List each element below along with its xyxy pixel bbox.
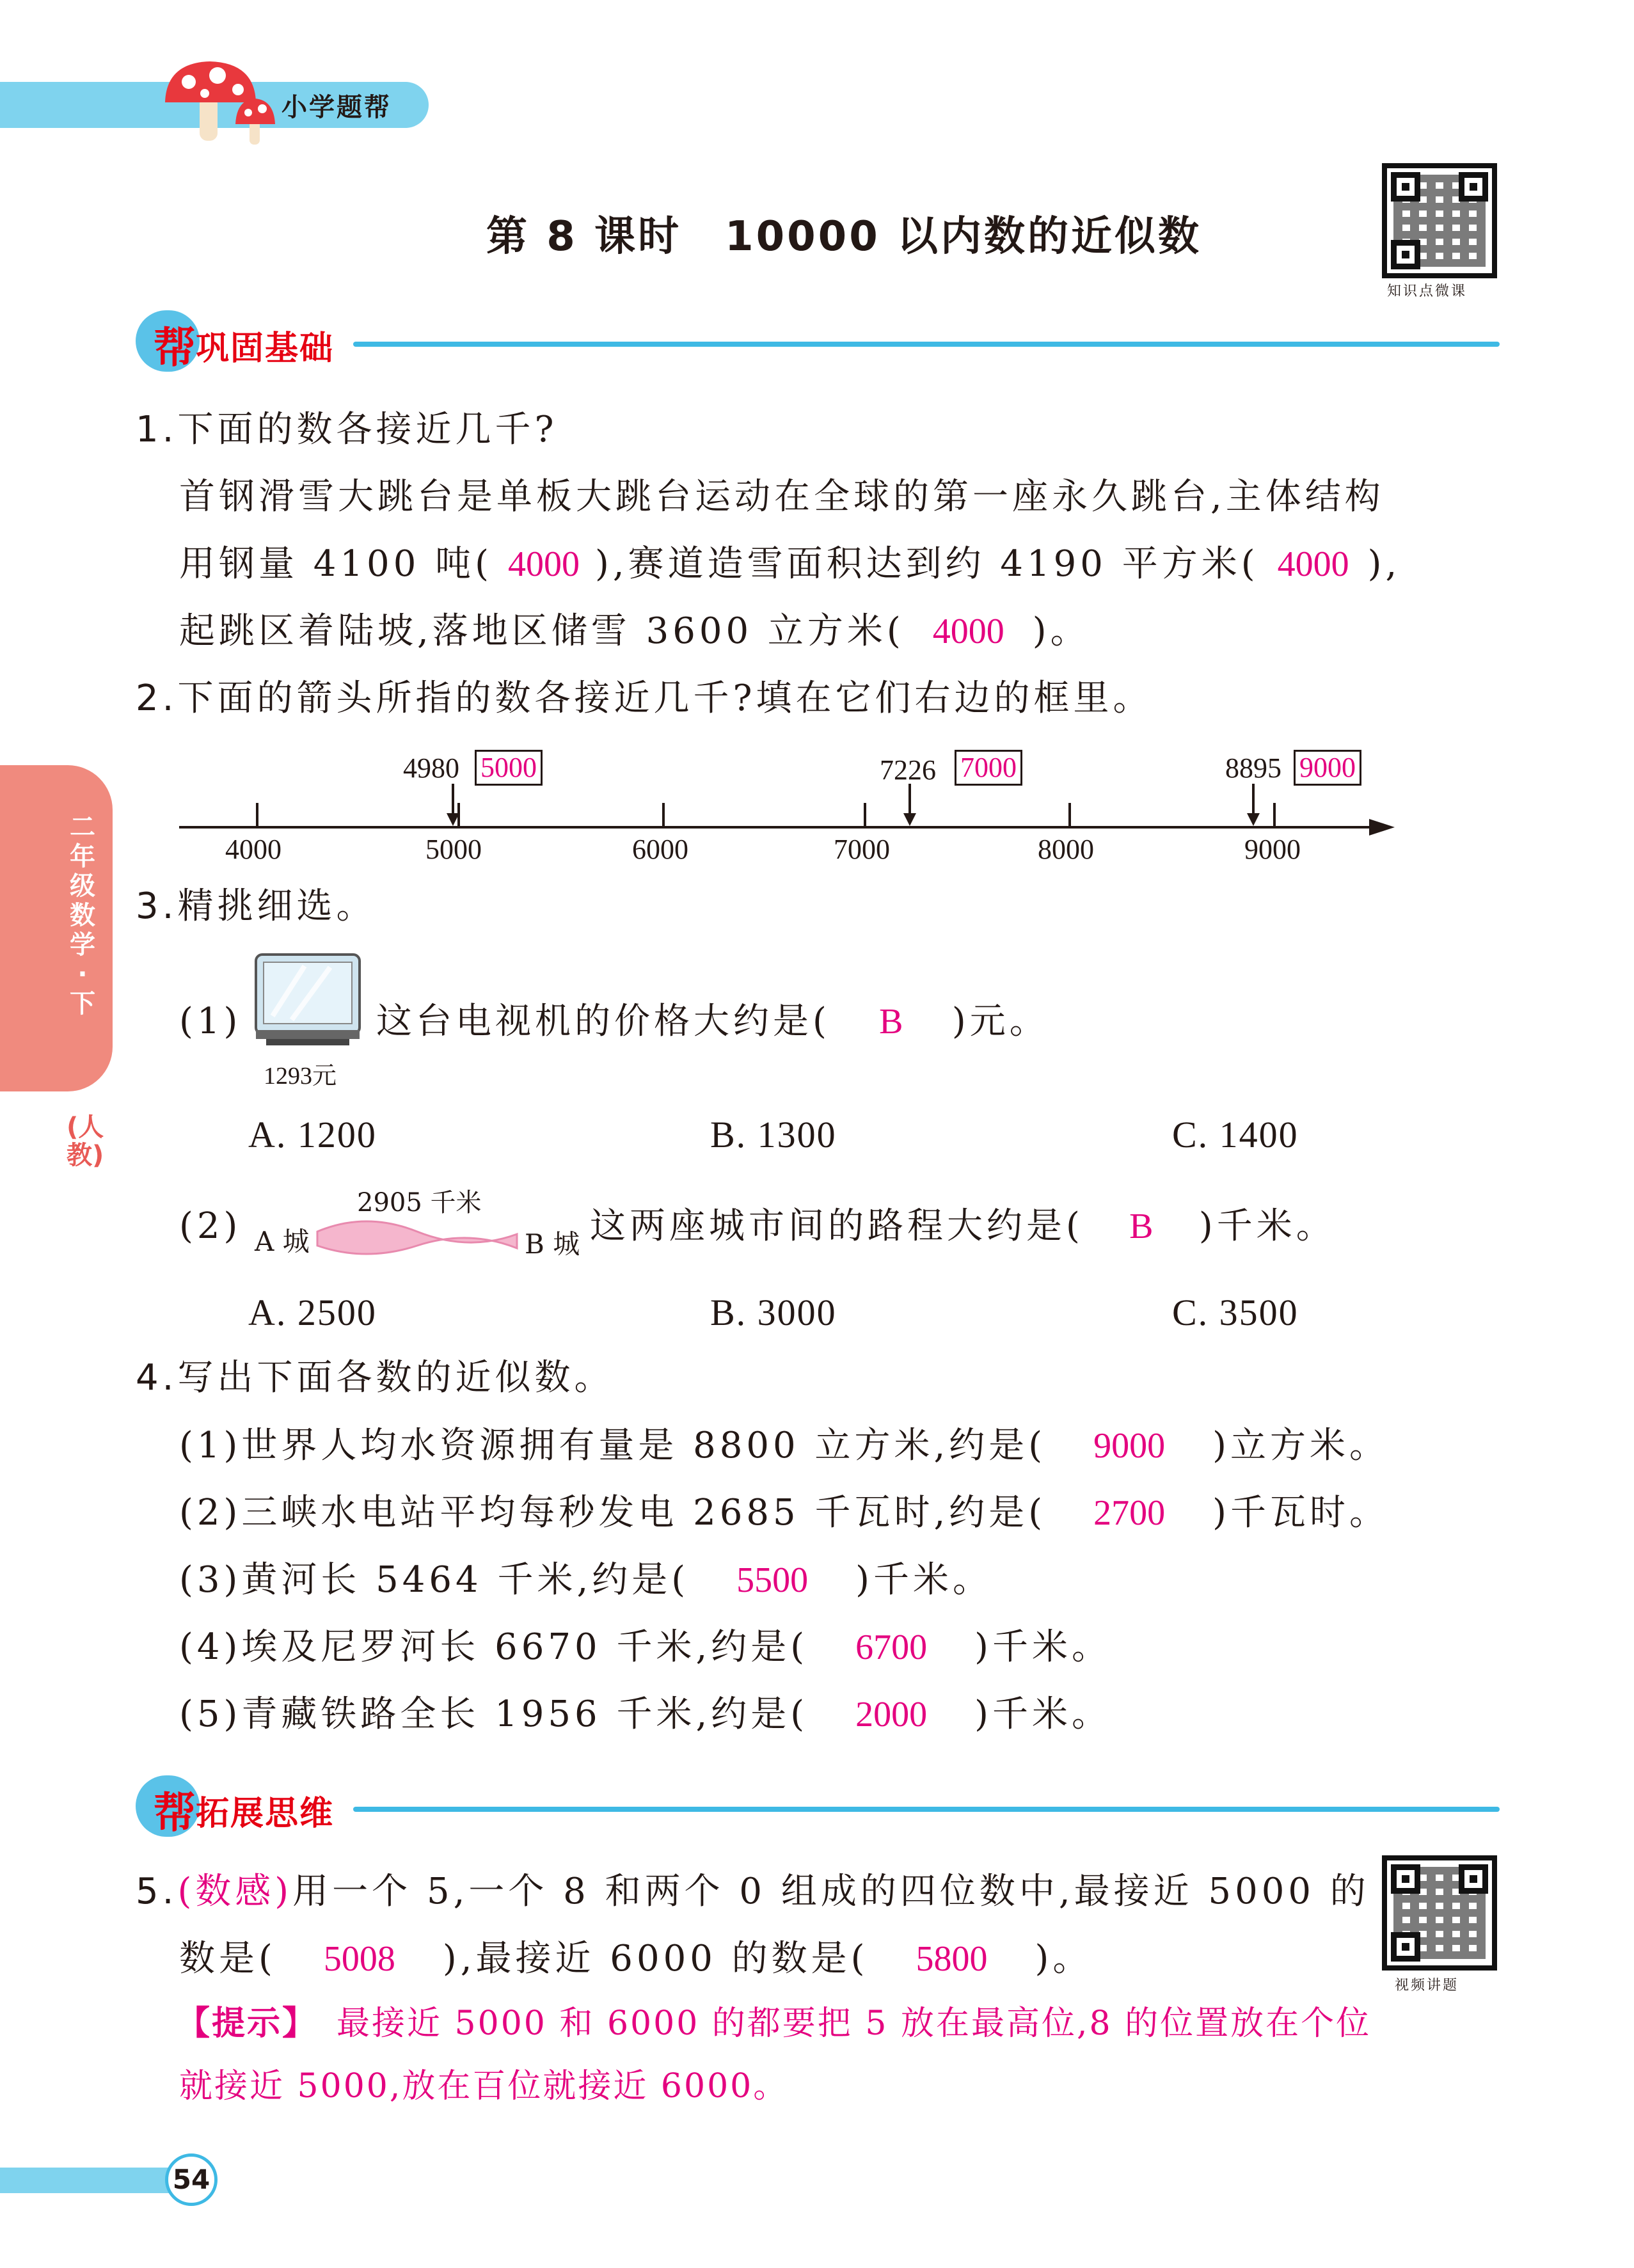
section-title: 拓展思维 [196, 1795, 335, 1833]
section-bang: 帮 [154, 323, 196, 372]
section-bang: 帮 [154, 1788, 196, 1837]
tv-icon [253, 952, 362, 1051]
road-icon [315, 1212, 520, 1257]
tick-label: 6000 [632, 834, 688, 865]
tick-label: 8000 [1038, 834, 1094, 865]
question-4-item: (4)埃及尼罗河长 6670 千米,约是( 6700 )千米。 [179, 1626, 1111, 1668]
down-arrow-icon [445, 784, 461, 826]
option-c: C. 3500 [1172, 1292, 1299, 1333]
question-tag: (数感) [177, 1871, 293, 1912]
question-3-prompt: 3.精挑细选。 [136, 885, 376, 927]
tv-price-label: 1293元 [264, 1063, 337, 1090]
tick-label: 9000 [1244, 834, 1301, 865]
question-1-prompt: 1.下面的数各接近几千? [136, 409, 558, 450]
section-divider [353, 342, 1500, 347]
answer-blank: 5800 [916, 1939, 988, 1979]
answer-blank: 9000 [1093, 1426, 1166, 1466]
hint: 【提示】 最接近 5000 和 6000 的都要把 5 放在最高位,8 的位置放在个位 [177, 2004, 1372, 2043]
tick-mark [1273, 803, 1276, 827]
qr-code-icon[interactable] [1382, 1855, 1497, 1971]
tick-label: 5000 [425, 834, 482, 865]
qr-caption: 视频讲题 [1395, 1978, 1459, 1994]
answer-blank: 4000 [507, 544, 580, 584]
number-line [179, 826, 1376, 829]
page-number: 54 [165, 2153, 218, 2206]
arrow-value: 7226 [880, 754, 936, 786]
hint-line: 就接近 5000,放在百位就接近 6000。 [179, 2067, 789, 2105]
answer-blank: 2000 [855, 1695, 928, 1734]
question-5-line: 数是( 5008 ),最接近 6000 的数是( 5800 )。 [179, 1938, 1093, 1979]
question-4-item: (3)黄河长 5464 千米,约是( 5500 )千米。 [179, 1559, 992, 1601]
answer-box: 7000 [955, 750, 1022, 786]
option-a: A. 2500 [248, 1292, 377, 1333]
question-5-line: 5.(数感)用一个 5,一个 8 和两个 0 组成的四位数中,最接近 5000 的 [136, 1871, 1370, 1912]
side-tab-grade: 二年级数学·下 [70, 813, 95, 1019]
footer-bar [0, 2168, 192, 2193]
question-number: 4. [136, 1357, 178, 1399]
arrow-value: 4980 [403, 752, 459, 784]
answer-blank: 6700 [855, 1628, 928, 1667]
tick-mark [864, 803, 866, 827]
question-1-line: 用钢量 4100 吨( 4000 ),赛道造雪面积达到约 4190 平方米( 4000 ), [179, 543, 1401, 585]
question-2-prompt: 2.下面的箭头所指的数各接近几千?填在它们右边的框里。 [136, 678, 1153, 719]
question-number: 5. [136, 1871, 178, 1912]
mushroom-logo-icon [160, 58, 282, 147]
side-tab-edition: (人教) [67, 1113, 104, 1170]
question-3-1-text: 这台电视机的价格大约是( B )元。 [376, 1001, 1049, 1042]
question-4-prompt: 4.写出下面各数的近似数。 [136, 1357, 614, 1399]
city-b-label: B 城 [525, 1228, 580, 1260]
qr-code-icon[interactable] [1382, 163, 1497, 278]
question-3-2-text: 这两座城市间的路程大约是( B )千米。 [590, 1205, 1336, 1247]
section-divider [353, 1807, 1500, 1812]
question-4-item: (2)三峡水电站平均每秒发电 2685 千瓦时,约是( 2700 )千瓦时。 [179, 1492, 1389, 1534]
sub-label: (2) [179, 1205, 242, 1247]
qr-caption: 知识点微课 [1387, 283, 1468, 299]
answer-blank: 5008 [323, 1939, 395, 1979]
city-a-label: A 城 [255, 1226, 310, 1257]
arrowhead-icon [1369, 819, 1395, 836]
tick-mark [1068, 803, 1071, 827]
question-1-line: 首钢滑雪大跳台是单板大跳台运动在全球的第一座永久跳台,主体结构 [179, 476, 1384, 518]
option-c: C. 1400 [1172, 1114, 1299, 1155]
answer-box: 9000 [1294, 750, 1361, 786]
distance-label: 2905 千米 [357, 1188, 482, 1217]
down-arrow-icon [1246, 784, 1261, 826]
question-1-line: 起跳区着陆坡,落地区储雪 3600 立方米( 4000 )。 [179, 610, 1090, 652]
arrow-value: 8895 [1225, 752, 1281, 784]
page-title: 第 8 课时 10000 以内数的近似数 [486, 213, 1202, 260]
question-number: 2. [136, 678, 178, 719]
tick-label: 4000 [225, 834, 282, 865]
tick-mark [662, 803, 665, 827]
option-a: A. 1200 [248, 1114, 377, 1155]
option-b: B. 1300 [710, 1114, 837, 1155]
question-number: 1. [136, 409, 178, 450]
brand-name: 小学题帮 [282, 93, 392, 122]
question-number: 3. [136, 885, 178, 927]
down-arrow-icon [902, 784, 917, 826]
tick-mark [256, 803, 258, 827]
tick-label: 7000 [834, 834, 890, 865]
question-4-item: (5)青藏铁路全长 1956 千米,约是( 2000 )千米。 [179, 1693, 1111, 1735]
hint-label: 【提示】 [177, 2004, 318, 2043]
answer-blank: B [1129, 1207, 1154, 1246]
sub-label: (1) [179, 1001, 242, 1042]
answer-blank: 4000 [932, 612, 1004, 651]
question-4-item: (1)世界人均水资源拥有量是 8800 立方米,约是( 9000 )立方米。 [179, 1425, 1389, 1466]
answer-blank: 5500 [736, 1560, 809, 1600]
answer-blank: 2700 [1093, 1493, 1166, 1533]
option-b: B. 3000 [710, 1292, 837, 1333]
answer-blank: 4000 [1277, 544, 1349, 584]
section-title: 巩固基础 [196, 329, 335, 368]
answer-box: 5000 [475, 750, 543, 786]
answer-blank: B [879, 1002, 903, 1042]
